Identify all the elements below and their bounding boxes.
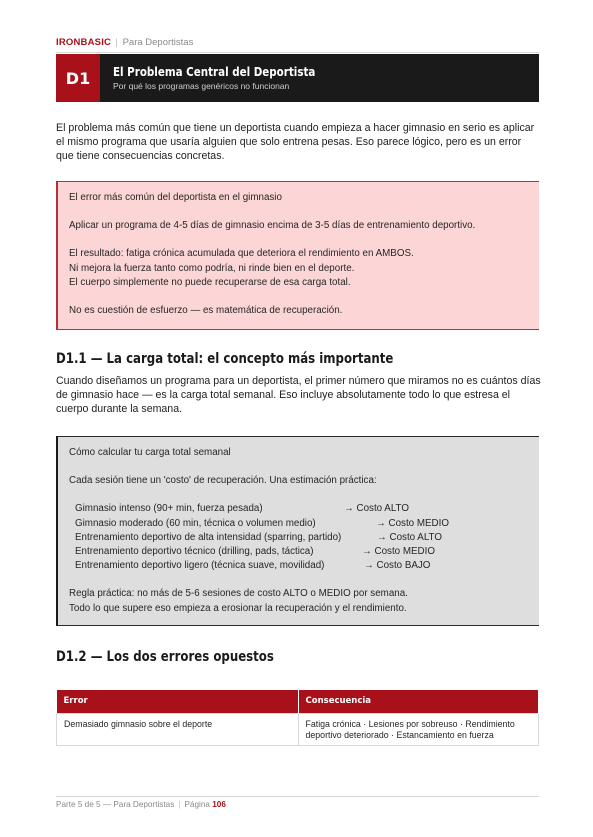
errors-table [56,690,539,746]
calc-callout-rule: Regla práctica: no más de 5-6 sesiones de costo ALTO o MEDIO por semana. [69,588,408,600]
cost-value: → Costo MEDIO [376,517,449,529]
cost-row [75,531,539,545]
intro-paragraph: El problema más común que tiene un deportista cuando empieza a hacer gimnasio en serio es aplicar el mismo programa que usaría alguien que solo entrena pesas. Eso parece lógico, pero es un error que tiene consecuencias concretas. [56,122,535,163]
chapter-banner [56,54,539,102]
error-callout-result: El resultado: fatiga crónica acumulada que deteriora el rendimiento en AMBOS. [69,248,414,260]
cost-activity: Entrenamiento deportivo ligero (técnica suave, movilidad) [75,560,325,572]
cost-activity: Entrenamiento deportivo técnico (drilling, pads, táctica) [75,546,314,558]
section-heading-d1-1: D1.1 — La carga total: el concepto más importante [56,351,394,367]
cost-row [75,545,539,559]
error-callout-title: El error más común del deportista en el gimnasio [69,192,282,203]
cost-row [75,517,539,531]
error-callout-result: Ni mejora la fuerza tanto como podría, ni rinde bien en el deporte. [69,262,355,274]
calc-callout-intro: Cada sesión tiene un 'costo' de recuperación. Una estimación práctica: [69,475,377,487]
chapter-title: El Problema Central del Deportista [113,65,316,79]
table-cell-consequence: Fatiga crónica · Lesiones por sobreuso · Rendimiento deportivo deteriorado · Estancamiento en fuerza [298,714,539,746]
cost-row [75,559,539,573]
footer-page-number: 106 [212,800,226,809]
section-d1-1-body: Cuando diseñamos un programa para un deportista, el primer número que miramos no es cuántos días de gimnasio hace — es la carga total semanal. Eso incluye absolutamente todo lo que estresa el cuerpo durante la semana. [56,375,541,416]
cost-row [75,502,539,516]
chapter-subtitle: Por qué los programas genéricos no funcionan [113,81,290,91]
header-subtitle: Para Deportistas [122,37,194,48]
chapter-text [100,54,348,102]
cost-value: → Costo ALTO [344,503,409,515]
footer-page-label: Página [184,800,210,809]
footer-separator: | [178,800,181,809]
cost-list [69,502,539,573]
calc-callout-rule: Todo lo que supere eso empieza a erosionar la recuperación y el rendimiento. [69,602,407,614]
footer-part: Parte 5 de 5 — Para Deportistas [56,800,175,809]
table-header-consequence: Consecuencia [298,690,539,714]
error-callout [56,181,539,330]
cost-value: → Costo MEDIO [362,546,435,558]
table-cell-error: Demasiado gimnasio sobre el deporte [57,714,299,746]
header-separator: | [115,37,118,48]
brand-name: IRONBASIC [56,37,112,48]
error-callout-result: El cuerpo simplemente no puede recuperarse de esa carga total. [69,276,351,288]
cost-activity: Gimnasio intenso (90+ min, fuerza pesada) [75,503,263,515]
chapter-badge: D1 [56,54,100,102]
section-heading-d1-2: D1.2 — Los dos errores opuestos [56,649,274,665]
table-header-error: Error [57,690,299,714]
page-footer [56,796,539,811]
cost-activity: Gimnasio moderado (60 min, técnica o volumen medio) [75,517,316,529]
cost-value: → Costo ALTO [377,531,442,543]
page-header [56,36,539,53]
error-callout-line: Aplicar un programa de 4-5 días de gimnasio encima de 3-5 días de entrenamiento deportivo. [69,220,476,232]
cost-activity: Entrenamiento deportivo de alta intensidad (sparring, partido) [75,531,342,543]
calc-callout-title: Cómo calcular tu carga total semanal [69,447,231,458]
table-header-row [57,690,539,714]
table-row [57,714,539,746]
cost-value: → Costo BAJO [364,560,431,572]
error-callout-closing: No es cuestión de esfuerzo — es matemática de recuperación. [69,305,343,317]
calc-callout [56,436,539,626]
